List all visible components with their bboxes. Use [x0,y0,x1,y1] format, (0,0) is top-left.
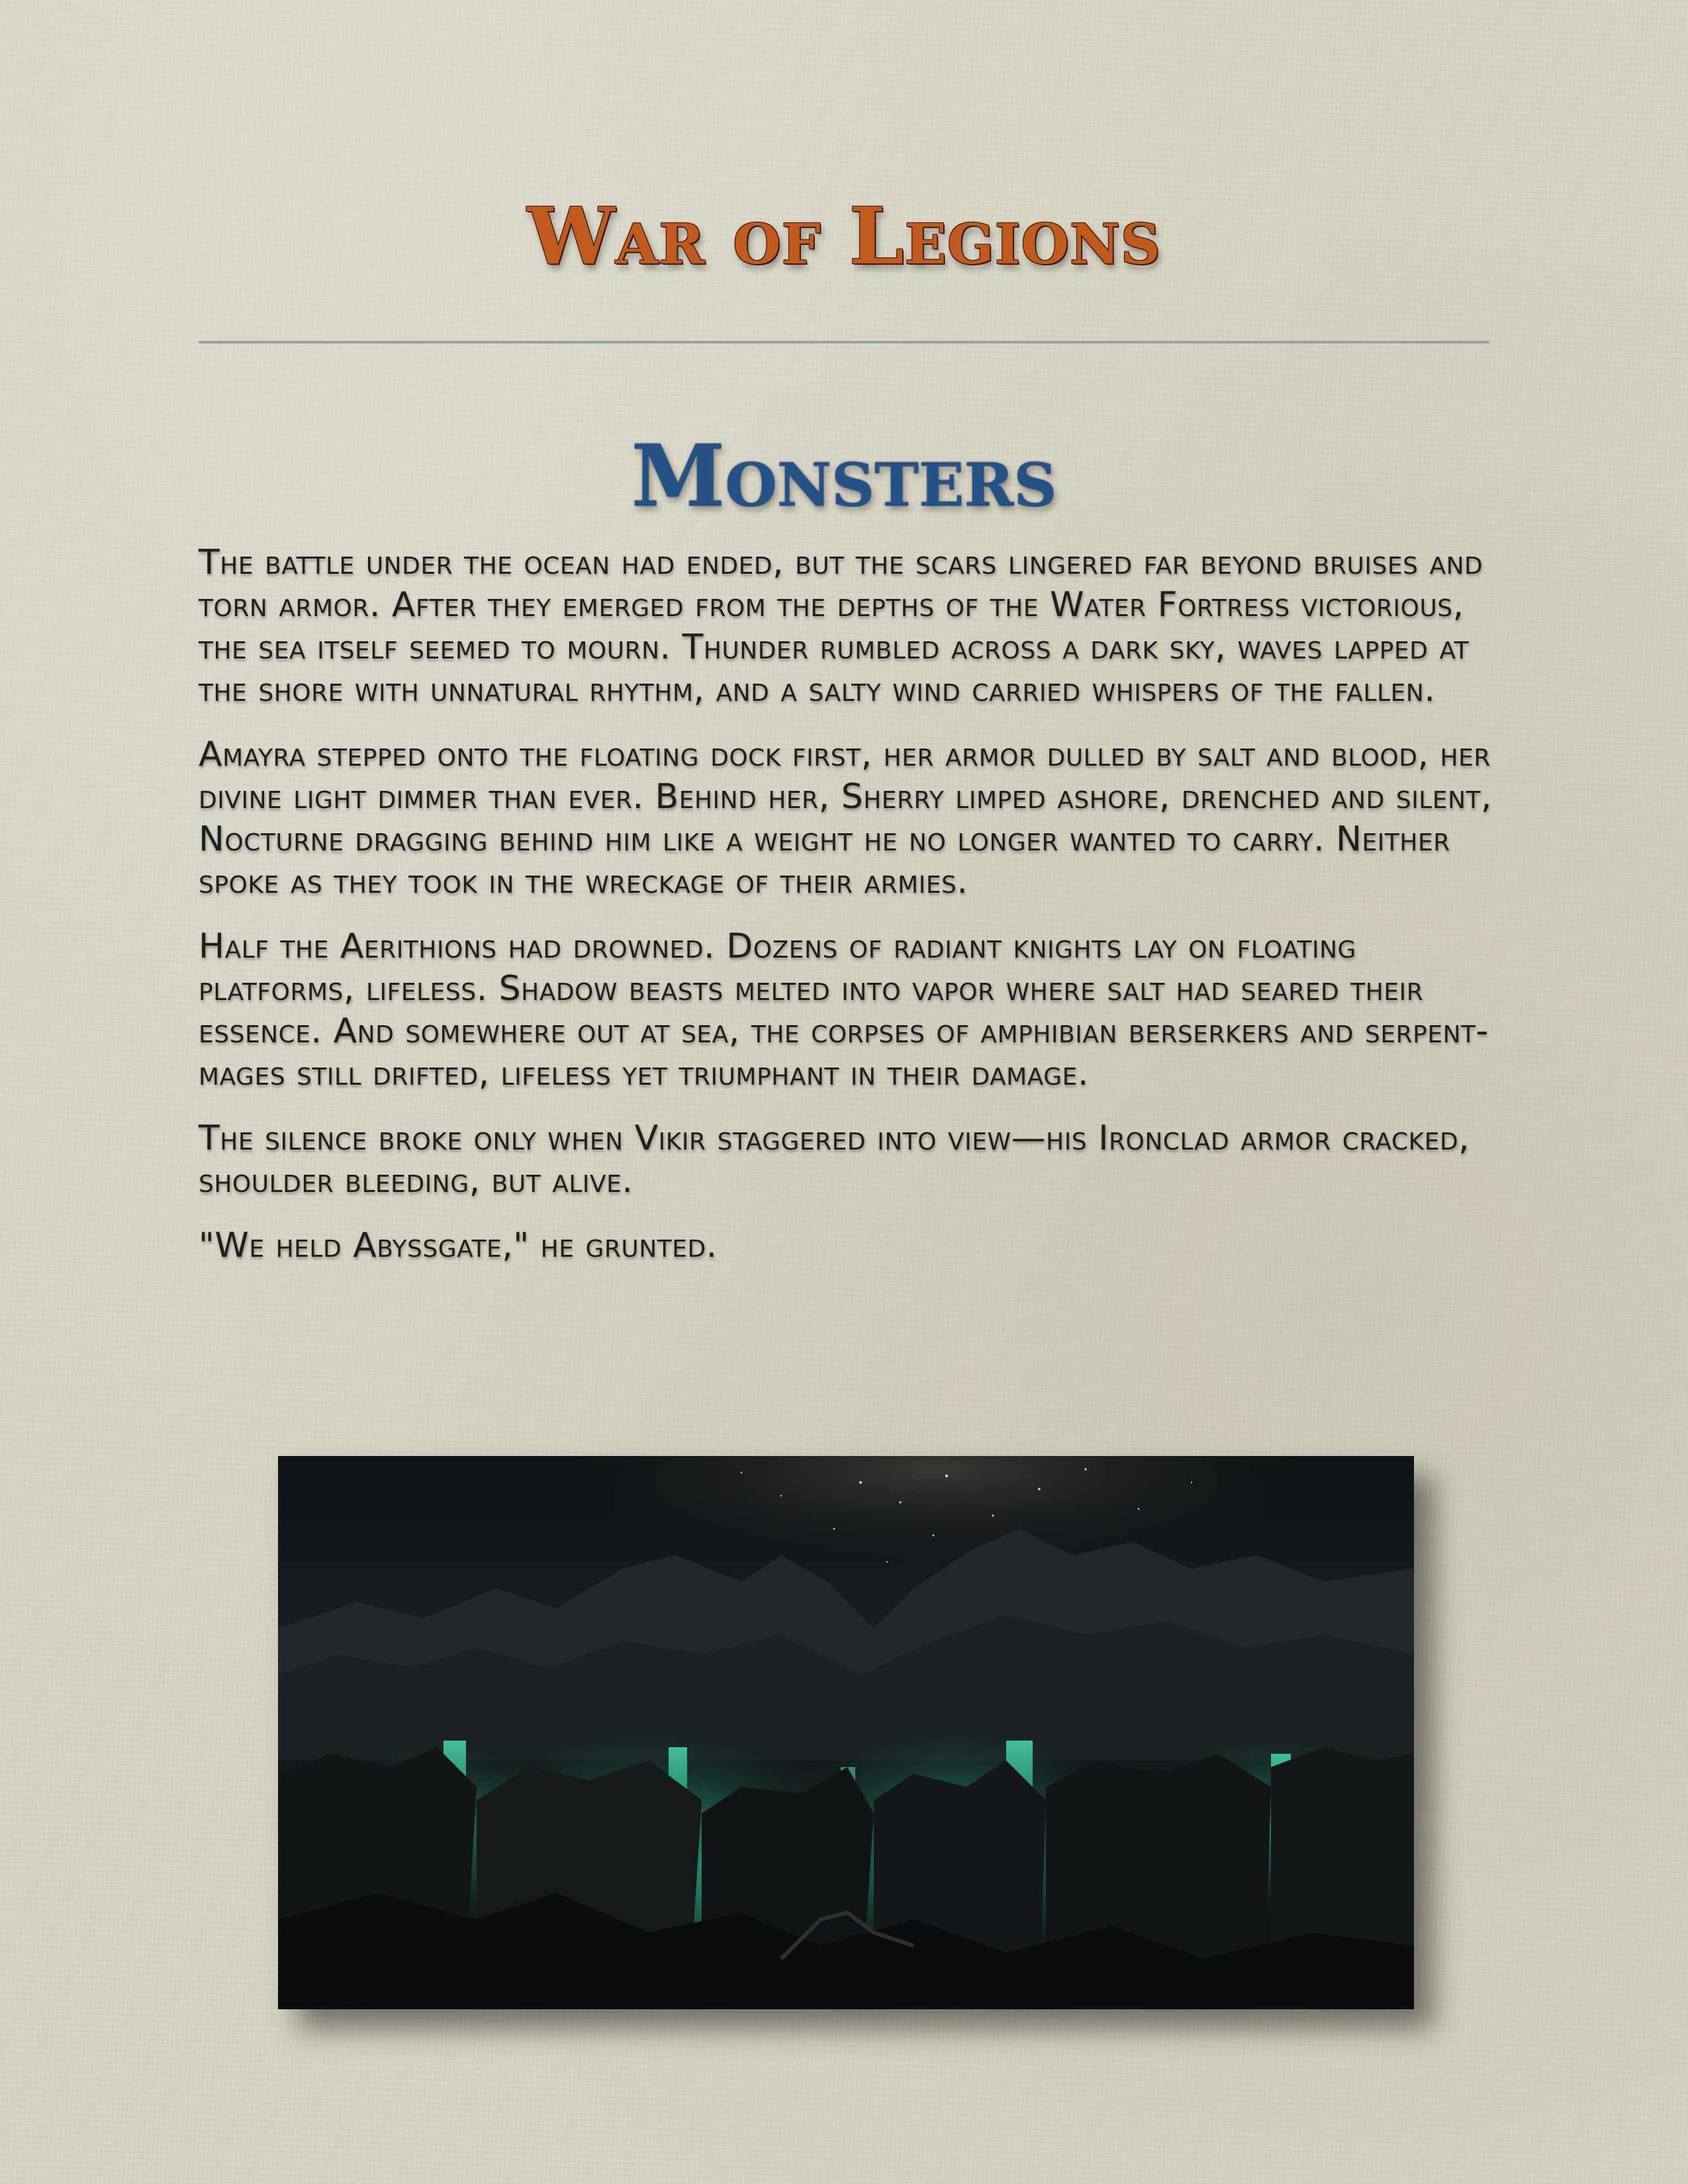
book-title: War of Legions [527,190,1161,282]
paragraph: Half the Aerithions had drowned. Dozens of radiant knights lay on floating platforms, lifeless. Shadow beasts melted into vapor where salt had seared their essence. And somewhere out at sea, the corpses of amphibian berserkers and serpent-mages still drifted, lifeless yet triumphant in their damage. [199,927,1489,1093]
title-divider [199,341,1489,343]
paragraph: "We held Abyssgate," he grunted. [199,1226,718,1265]
paragraph: Amayra stepped onto the floating dock first, her armor dulled by salt and blood, her divine light dimmer than ever. Behind her, Sherry limped ashore, drenched and silent, Nocturne dragging behind him like a weight he no longer wanted to carry. Neither spoke as they took in the wreckage of their armies. [199,735,1493,901]
chapter-body [199,541,1496,1289]
chapter-title: Monsters [631,427,1057,526]
chapter-illustration [278,1456,1414,2009]
paragraph: The silence broke only when Vikir staggered into view—his Ironclad armor cracked, shoulder bleeding, but alive. [199,1118,1470,1201]
cavern-landscape-image [278,1456,1414,2009]
paragraph: The battle under the ocean had ended, but the scars lingered far beyond bruises and torn armor. After they emerged from the depths of the Water Fortress victorious, the sea itself seemed to mourn. Thunder rumbled across a dark sky, waves lapped at the shore with unnatural rhythm, and a salty wind carried whispers of the fallen. [199,543,1483,709]
